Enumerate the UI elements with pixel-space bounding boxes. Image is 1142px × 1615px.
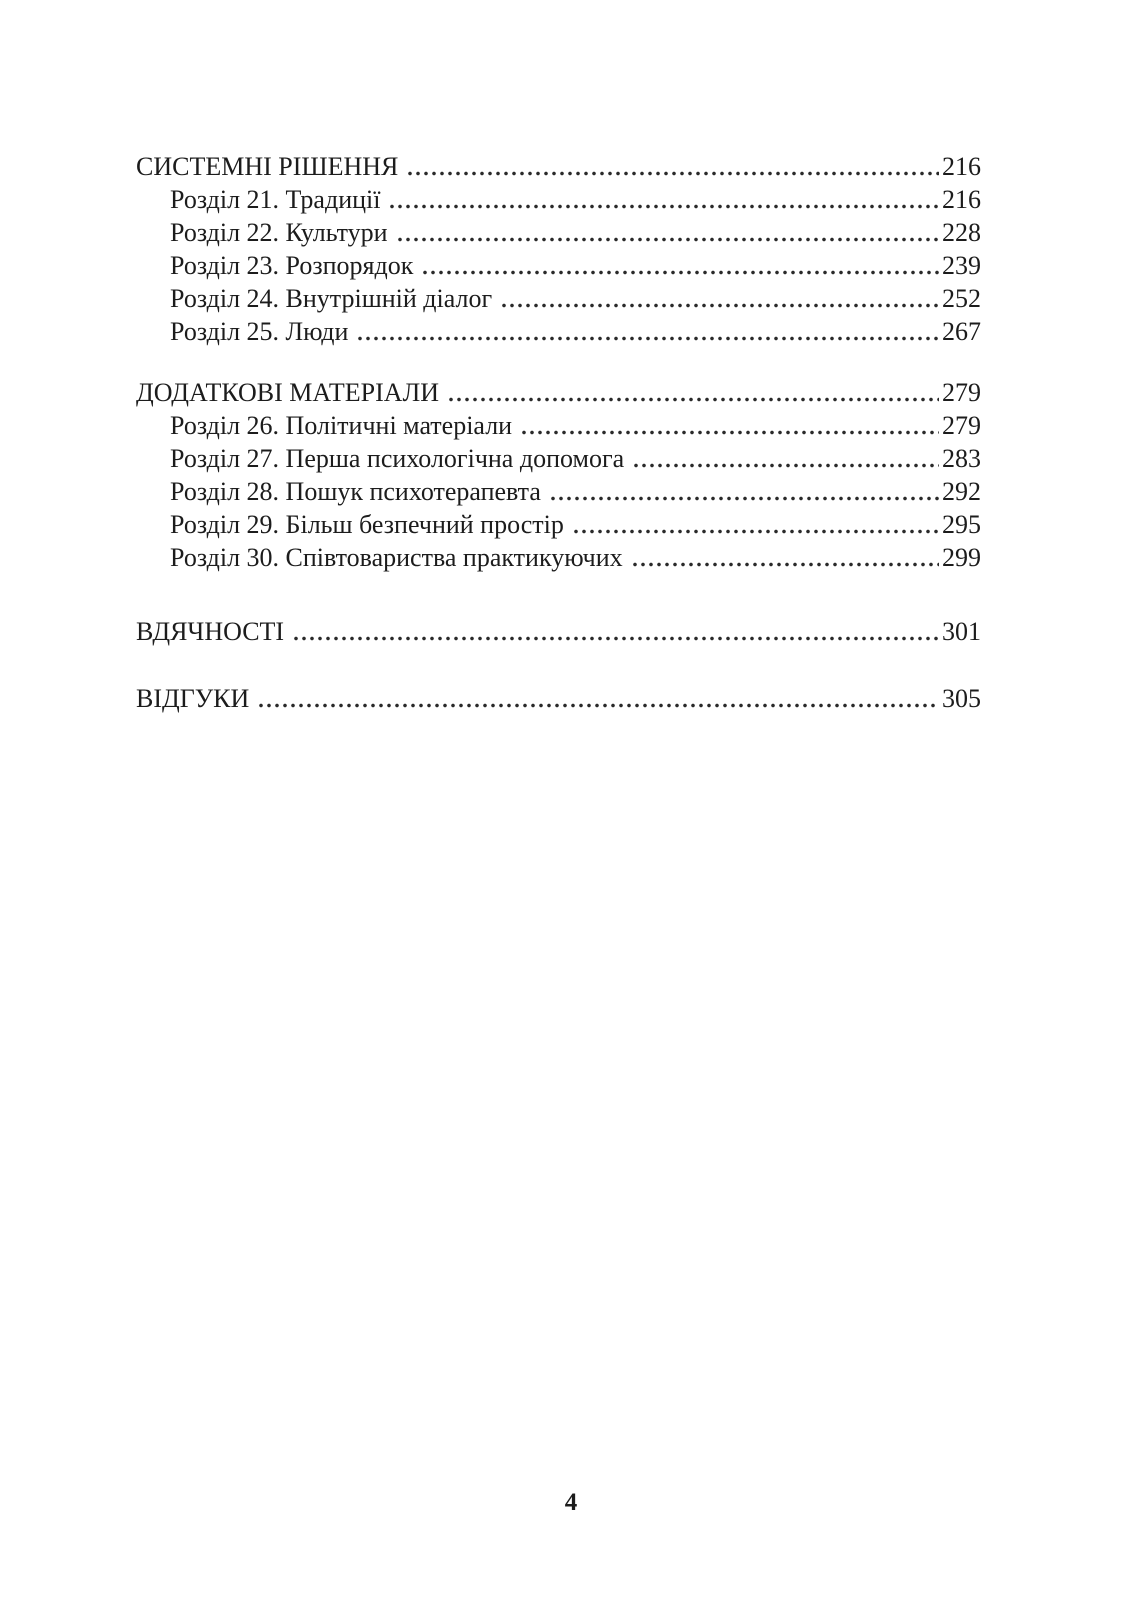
toc-page-number: 305 — [942, 684, 981, 713]
dot-leader — [421, 270, 939, 275]
toc-page-number: 252 — [942, 284, 981, 313]
dot-leader — [396, 237, 939, 242]
dot-leader — [632, 463, 939, 468]
toc-item-label: Розділ 23. Розпорядок — [170, 251, 414, 280]
toc-item-row — [136, 183, 981, 216]
toc-item-row — [136, 442, 981, 475]
toc-page-number: 279 — [942, 378, 981, 407]
dot-leader — [257, 703, 939, 708]
toc-item-label: Розділ 21. Традиції — [170, 185, 381, 214]
toc-item-row — [136, 249, 981, 282]
toc-section-row — [136, 376, 981, 409]
dot-leader — [292, 636, 939, 641]
toc-section-row — [136, 682, 981, 715]
dot-leader — [388, 204, 939, 209]
toc-item-row — [136, 216, 981, 249]
toc-item-row — [136, 508, 981, 541]
toc-section-title: СИСТЕМНІ РІШЕННЯ — [136, 152, 399, 181]
toc-item-label: Розділ 28. Пошук психотерапевта — [170, 477, 541, 506]
toc-section-title: ДОДАТКОВІ МАТЕРІАЛИ — [136, 378, 439, 407]
page-footer — [0, 1489, 1142, 1517]
toc-item-label: Розділ 29. Більш безпечний простір — [170, 510, 564, 539]
toc-item-row — [136, 475, 981, 508]
toc-item-label: Розділ 25. Люди — [170, 317, 349, 346]
toc-page-number: 239 — [942, 251, 981, 280]
toc-section-title: ВДЯЧНОСТІ — [136, 617, 285, 646]
toc-item-label: Розділ 26. Політичні матеріали — [170, 411, 513, 440]
dot-leader — [549, 496, 939, 501]
toc-page-number: 267 — [942, 317, 981, 346]
toc-item-row — [136, 282, 981, 315]
dot-leader — [631, 562, 939, 567]
table-of-contents — [136, 150, 981, 715]
toc-section-title: ВІДГУКИ — [136, 684, 250, 713]
dot-leader — [447, 397, 939, 402]
toc-page-number: 216 — [942, 152, 981, 181]
dot-leader — [572, 529, 939, 534]
dot-leader — [520, 430, 939, 435]
toc-page-number: 216 — [942, 185, 981, 214]
toc-page-number: 299 — [942, 543, 981, 572]
toc-section-row — [136, 150, 981, 183]
toc-page-number: 228 — [942, 218, 981, 247]
toc-page-number: 301 — [942, 617, 981, 646]
toc-section-row — [136, 615, 981, 648]
dot-leader — [356, 336, 939, 341]
toc-page-number: 283 — [942, 444, 981, 473]
toc-page-number: 279 — [942, 411, 981, 440]
toc-page-number: 295 — [942, 510, 981, 539]
toc-item-label: Розділ 24. Внутрішній діалог — [170, 284, 493, 313]
toc-item-row — [136, 315, 981, 348]
toc-item-label: Розділ 30. Співтовариства практикуючих — [170, 543, 623, 572]
toc-item-label: Розділ 27. Перша психологічна допомога — [170, 444, 625, 473]
toc-item-label: Розділ 22. Культури — [170, 218, 388, 247]
toc-item-row — [136, 541, 981, 574]
dot-leader — [406, 171, 939, 176]
toc-item-row — [136, 409, 981, 442]
dot-leader — [500, 303, 939, 308]
toc-page-number: 292 — [942, 477, 981, 506]
page-folio-number: 4 — [564, 1489, 578, 1516]
